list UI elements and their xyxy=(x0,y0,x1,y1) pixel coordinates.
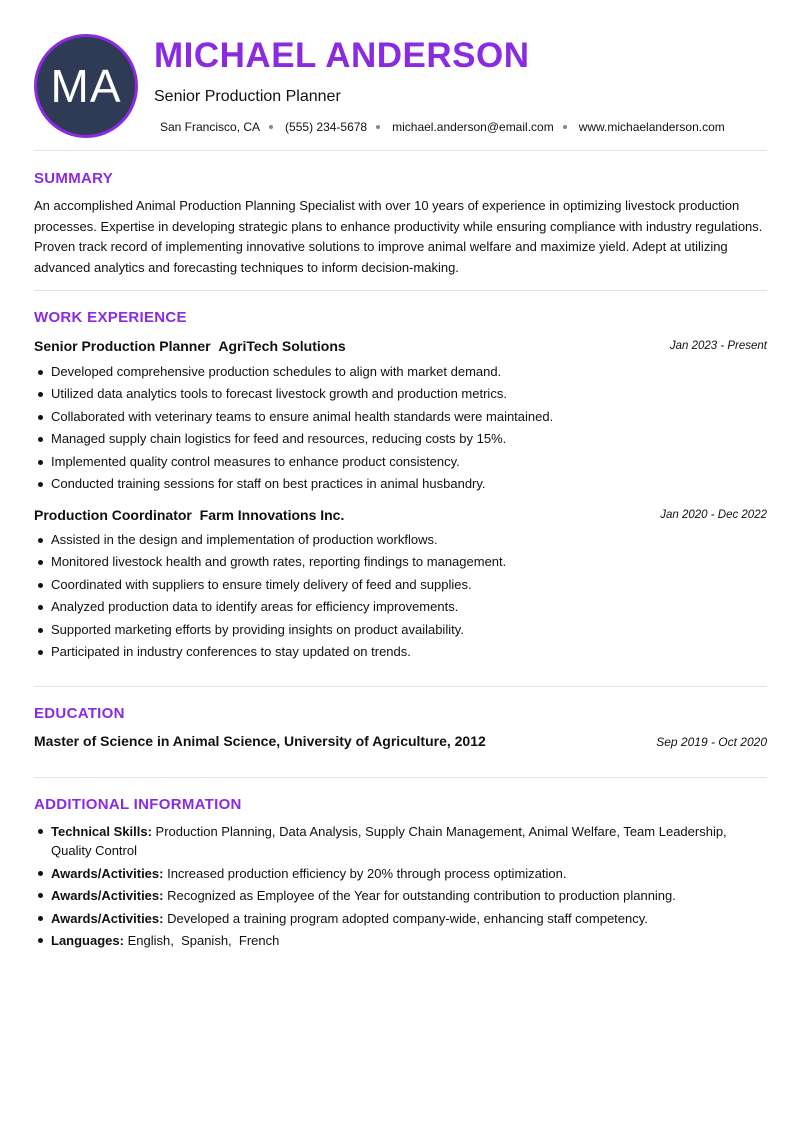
separator-dot-icon xyxy=(376,125,380,129)
job-role: Production Coordinator xyxy=(34,507,192,523)
job-company: AgriTech Solutions xyxy=(218,338,346,354)
list-item: Developed comprehensive production schedules to align with market demand. xyxy=(34,363,767,385)
job-bullet-list xyxy=(34,363,767,497)
list-item: Implemented quality control measures to enhance product consistency. xyxy=(34,453,767,475)
contact-website[interactable]: www.michaelanderson.com xyxy=(578,120,725,134)
list-item xyxy=(34,931,767,950)
info-text: Production Planning, Data Analysis, Supply Chain Management, Animal Welfare, Team Leadership, Quality Control xyxy=(51,824,727,858)
job-header xyxy=(34,507,767,525)
info-label: Technical Skills: xyxy=(51,824,152,839)
job-header xyxy=(34,338,767,356)
info-text: Developed a training program adopted company-wide, enhancing staff competency. xyxy=(167,910,648,926)
summary-text: An accomplished Animal Production Planning Specialist with over 10 years of experience in optimizing livestock production processes. Expertise in developing strategic plans to enhance productivity while ensuring compliance with industry regulations. Proven track record of implementing innovative solutions to improve animal welfare and maximize yield. Adept at utilizing advanced analytics and forecasting techniques to inform decision-making. xyxy=(34,198,763,275)
section-divider xyxy=(34,150,767,151)
additional-info-list xyxy=(34,822,767,954)
candidate-title: Senior Production Planner xyxy=(154,88,341,105)
list-item xyxy=(34,909,767,928)
info-label: Awards/Activities: xyxy=(51,910,164,926)
list-item xyxy=(34,822,767,860)
info-label: Awards/Activities: xyxy=(51,888,164,903)
section-divider xyxy=(34,686,767,687)
separator-dot-icon xyxy=(563,125,567,129)
list-item xyxy=(34,886,767,905)
job-dates: Jan 2023 - Present xyxy=(669,340,767,352)
job-company: Farm Innovations Inc. xyxy=(199,507,345,523)
list-item: Supported marketing efforts by providing insights on product availability. xyxy=(34,621,767,643)
contact-email[interactable]: michael.anderson@email.com xyxy=(392,120,554,134)
info-label: Languages: xyxy=(51,933,124,948)
candidate-name: MICHAEL ANDERSON xyxy=(154,36,530,75)
info-text: English, Spanish, French xyxy=(127,933,280,948)
list-item: Monitored livestock health and growth rates, reporting findings to management. xyxy=(34,553,767,575)
summary-heading: SUMMARY xyxy=(34,170,114,187)
list-item: Analyzed production data to identify areas for efficiency improvements. xyxy=(34,598,767,620)
list-item: Collaborated with veterinary teams to ensure animal health standards were maintained. xyxy=(34,408,767,430)
info-label: Awards/Activities: xyxy=(51,865,164,881)
list-item: Conducted training sessions for staff on best practices in animal husbandry. xyxy=(34,475,767,497)
education-dates: Sep 2019 - Oct 2020 xyxy=(656,735,767,749)
info-text: Recognized as Employee of the Year for outstanding contribution to production planning. xyxy=(167,888,676,903)
list-item: Participated in industry conferences to stay updated on trends. xyxy=(34,643,767,665)
info-text: Increased production efficiency by 20% through process optimization. xyxy=(167,865,567,881)
job-dates: Jan 2020 - Dec 2022 xyxy=(660,509,767,521)
education-row xyxy=(34,733,767,753)
contact-phone: (555) 234-5678 xyxy=(285,120,368,134)
education-heading: EDUCATION xyxy=(34,705,125,722)
education-degree: Master of Science in Animal Science, University of Agriculture, 2012 xyxy=(34,733,486,749)
list-item xyxy=(34,864,767,883)
work-experience-heading: WORK EXPERIENCE xyxy=(34,309,187,326)
list-item: Utilized data analytics tools to forecast livestock growth and production metrics. xyxy=(34,385,767,407)
list-item: Managed supply chain logistics for feed and resources, reducing costs by 15%. xyxy=(34,430,767,452)
list-item: Assisted in the design and implementation of production workflows. xyxy=(34,531,767,553)
job-bullet-list xyxy=(34,531,767,665)
contact-line xyxy=(160,120,725,134)
job-role: Senior Production Planner xyxy=(34,338,211,354)
avatar xyxy=(34,34,138,138)
avatar-initials: MA xyxy=(50,60,122,112)
list-item: Coordinated with suppliers to ensure timely delivery of feed and supplies. xyxy=(34,576,767,598)
contact-location: San Francisco, CA xyxy=(160,120,261,134)
job-role-company xyxy=(34,507,344,523)
job-role-company xyxy=(34,338,346,354)
separator-dot-icon xyxy=(269,125,273,129)
additional-info-heading: ADDITIONAL INFORMATION xyxy=(34,796,242,813)
section-divider xyxy=(34,777,767,778)
section-divider xyxy=(34,290,767,291)
